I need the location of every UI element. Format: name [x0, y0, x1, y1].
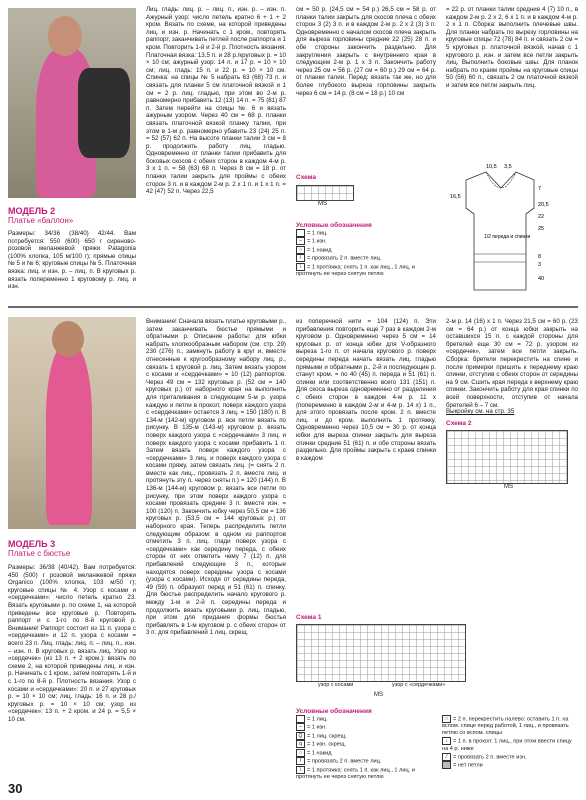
svg-text:25: 25	[538, 226, 545, 232]
twisted-knit-symbol-icon: Q	[296, 732, 305, 740]
yarn-over-symbol-icon: ○	[296, 246, 305, 254]
model3-schema2	[446, 420, 568, 490]
schema2-grid	[446, 430, 568, 484]
legend-title: Условные обозначения	[296, 708, 372, 715]
pattern-reference-link[interactable]: Выкройку см. на стр. 35	[446, 408, 515, 415]
schema-ms-label: MS	[318, 201, 327, 207]
model2-text-col1: Размеры: 34/36 (38/40) 42/44. Вам потребуется: 550 (600) 650 г сиреново-розовой меланжевой пряжи Patagonia (100% хлопка, 105 м/100 г); прямые спицы № 5 и № 6; круговые спицы № 5. Платочная вязка: лиц. и изн. р. – лиц. п. В круговых р. вязать попеременно 1 круговому р. лиц. и изн.	[8, 230, 136, 291]
legend-item: = 1 п. в прокол: 1 лиц., при этом ввести спицу на 4 р. ниже	[442, 738, 572, 752]
model3-text-col2: Внимание! Сначала вязать платье круговыми р., затем заканчивать бюстье прямыми и обратными р. Описание работы: для юбки набрать хлопкообразным набором (см. стр. 29) 230 (276) п., замкнуть работу в круг и, вместе отнесенные к кругообразному набору лиц. р., связать 1 круговой р. лиц. Затем вязать узором с косами и «сердечками» = 10 (12) раппортов. Через 49 см = 132 круговых р. (52 см = 140 круговых р.) от наборного края на выполнить для приталивания в следующем 5-м р. узора каждую и петли в прокол; поверх каждого узора с «сердечками» остается 3 лиц. = 150 (180) п. В 134-м (142-м) круговом р. все петли вязать по рисунку. В 135-м (143-м) круговом р. вязать поверх каждого узора с «сердечками» 3 лиц. и поверх каждого узора с косами прибавить 1 п. Затем вязать поверх каждого узора с «сердечками» 3 лиц. и поверх каждого узора с косами пряжу, затем связать лиц. (= снять 2 п. вместе как лиц., провязать 2 п. вместе лиц. и протянуть эту п. через сняты п.) = 120 (144) п. В 136-м (144-м) круговом р. вязать все петли по рисунку, при этом поверх каждого узора с косами провязать средние 3 п. вместе изн. = 100 (120) п. Закончить юбку через 50,5 см = 136 круговых р. (53,5 см = 144 круговых р.) от наборного края. Теперь распределить петли следующим образом: в одном из раппортов отметить 3 п. лиц. глади поверх узора с «сердечками» как середину переда, с обеих сторон от них отметить чему 7 (12) п. для прибавлений следующие 3 п., которые находятся поверх середины узора с косами (узора с косами). Исходя от середины переда, 49 (59) п. образуют перед и 51 (61) п. спинку. Для бюстье распределить начало кругового р. между 1-м и 2-й п. середины переда и продолжить вязать круговыми р. лиц. гладью, при этом для придания формы бюстья прибавлять в 1-м круговом р. с обеих сторон от 3 п. для прибавлений 1 лиц. скрещ.	[146, 318, 286, 637]
legend-item: = 1 протяжка: снять 1 п. как лиц., 1 лиц. и протянуть ее через снятую петлю	[296, 767, 415, 781]
schema1-label-hearts: узор с «сердечками»	[392, 682, 446, 688]
legend-item: = 1 изн.	[307, 724, 327, 731]
model3-subtitle: Платье с бюстье	[8, 549, 71, 558]
cross-left-symbol-icon: ⤫	[442, 715, 451, 723]
model2-text-col4: = 22 р. от планки талии средние 4 (7) 10 п., в каждом 2-м р. 2 x 2, 6 x 1 п. и в каждом 4-м р. 2 x 1 п. Сборка: выполнить плечевые швы. Для планки набрать по вырезу горловины на круговые спицы 72 (78) 84 п. и связать 2 см = 5 круговых р. платочной вязкой, начав с 1 кругового р. изн. и затем все петли закрыть лиц. Выполнить боковые швы. Для планок набрать по краям проймы на круговые спицы 50 (56) 60 п., связать 2 см платочной вязкой и затем все петли закрыть лиц.	[446, 6, 578, 89]
svg-text:3: 3	[538, 262, 542, 268]
model3-legend	[296, 708, 578, 781]
schema2-title: Схема 2	[446, 420, 472, 427]
legend-item: = провязать 2 п. вместе лиц.	[307, 758, 382, 765]
jacket-shape	[78, 68, 130, 158]
schema1-label-cables: узор с косами	[318, 682, 354, 688]
twisted-purl-symbol-icon: q	[296, 740, 305, 748]
schema1-ms-label: MS	[374, 692, 383, 698]
model2-text-col2: Лиц. гладь: лиц. р. – лиц. п., изн. р. – изн. п. Ажурный узор: число петель кратно 6 + 1 + 2 кром. Вязать по схеме, на которой приведены лиц. и изн. р. Начинать с 1 кром., повторять раппорт, заканчивать петлей после раппорта и 1 кром. Повторить 1-й и 2-й р. Плотность вязания. Платочная вязка: 13,5 п. и 28 р./круговых р. = 10 × 10 см; ажурный узор: 14 п. и 17 р. = 10 × 10 см; лиц. гладь: 15 п. и 22 р. = 10 × 10 см. Спинка: на спицы № 5 набрать 63 (68) 73 п. и связать для планки 5 см платочной вязкой и 1 см = 2 р. лиц. гладью, при этом во 2-м р. равномерно прибавить 12 (13) 14 п. = 75 (81) 87 п. Затем перейти на спицы № 6 и вязать ажурным узором. Через 40 см = 68 р. планки связать платочной вязкой планку талии, при этом в 1-м р. равномерно убавить 23 (24) 25 п. = 52 (57) 62 п. На высоте планки талии 3 см = 8 р. продолжить работу лиц. гладью. Одновременно от планки талии прибавить для боковых скосов с обеих сторон в каждом 4-м р. 3 x 1 п. = 58 (63) 68 п. Через 8 см = 18 р. от планки талии закрыть для проймы с обеих сторон 3 п. и в каждом 2-м р. 2 x 1 п. и 1 x 1 п. = 42 (47) 52 п. Через 22,5	[146, 6, 286, 196]
legend-item: = 1 накид	[307, 247, 332, 254]
svg-text:7: 7	[538, 186, 542, 192]
model3-text-col3: из поперечной нити = 104 (124) п. Эти прибавления повторить еще 7 раз в каждом 2-м круговом р. Одновременно через 5 см = 14 круговых р. от конца юбки для V-образного выреза 1-го п. от начала кругового р. поверх середины переда начать вязать лиц. гладью прямыми и обратными р., 2-й и последующие р. станут кром. = по 40 (45) п. переда и 51 (61) п. спинки или соответственно всего 131 (151) п. Для скоса выреза одновременно от разделения с обеих сторон в каждом 4-м р. 11 x (попеременно в каждом 2-м и 4-м р. 14 x) 1 п., для этого провязать после кром. 2 п. вместе лиц. и до кром. выполнить 1 протяжку. Одновременно через 10,5 см = 30 р. от конца юбки для выреза спинки закрыть для выреза спинки средние 51 (61) п. и обе стороны вязать раздельно. Для проймы закрыть с краев спинки в каждом	[296, 318, 436, 462]
ssk-symbol-icon: \	[296, 263, 305, 271]
model3-schema1	[296, 614, 466, 698]
svg-text:20,5: 20,5	[538, 202, 549, 208]
k2tog-symbol-icon: /	[296, 757, 305, 765]
model2-photo	[8, 8, 136, 198]
svg-text:3,5: 3,5	[504, 164, 512, 170]
model3-photo	[8, 317, 136, 529]
legend-item: = 1 лиц.	[307, 716, 328, 723]
knit-symbol-icon	[296, 715, 305, 723]
svg-text:40: 40	[538, 276, 545, 282]
section-divider	[8, 306, 578, 308]
page-number: 30	[8, 781, 23, 796]
legend-item: = 1 лиц. скрещ.	[307, 733, 347, 740]
ssk-symbol-icon: \	[296, 766, 305, 774]
legend-item: = 1 протяжка: снять 1 п. как лиц., 1 лиц. и протянуть ее через снятую петлю	[296, 264, 415, 278]
knit-symbol-icon	[296, 229, 305, 237]
model2-subtitle: Платье «баллон»	[8, 216, 74, 225]
model2-text-col3: см = 50 р. (24,5 см = 54 р.) 26,5 см = 58 р. от планки талии закрыть для скосов плеча с обеих сторон 3 (2) 3 п. и в каждом 2-м р. 2 x 2 (3) 3 п. Одновременно с началом скосов плеча закрыть для выреза горловины средние 22 (25) 28 п. и обе стороны закончить раздельно. Для закругления закрыть с внутреннего края в следующем 2-м р. 1 x 3 п. Закончить работу через 25 см = 56 р. (27 см = 60 р.) 29 см = 64 р. от планки талии. Перед: вязать так же, но для более глубокого выреза горловины закрыть через 6 см = 14 р. (8 см = 18 р.) 10 см	[296, 6, 436, 97]
head-shape	[52, 321, 84, 357]
model3-text-col4: 2-м р. 14 (16) x 1 п. Через 21,5 см = 60 р. (23 см = 64 р.) от конца юбки закрыть на оставшихся 15 п. с каждой стороны для бретелей еще 30 см = 72 р. узором из «сердечек», затем все петли закрыть. Сборка: бретели перекрестить на спине и после примерки пришить к переднему краю спинки, отступив с обеих сторон от середины на 9 см. Сшить края переда к верхнему краю спинки. Закончить работу для края спинки по всей поверхности, отступив от начала бретелей 6 – 7 см.	[446, 318, 578, 409]
legend-item: = провязать 2 п. вместе изн.	[453, 754, 527, 761]
yarn-over-symbol-icon: ○	[296, 749, 305, 757]
schema-title: Схема	[296, 174, 317, 181]
k2tog-symbol-icon: /	[296, 254, 305, 262]
model3-text-col1: Размеры: 36/38 (40/42). Вам потребуется: 450 (500) г розовой меланжевой пряжи Organico (100% хлопка, 103 м/50 г); круговые спицы № 4. Узор с косами и «сердечками»: число петель кратно 23. Вязать круговыми р. по схеме 1, на которой приведены все круговые р. Повторять раппорт и с 1-го по 8-й круговой р. Внимание! Раппорт состоит из 11 п. узора с «сердечками» и 12 п. узора с косами = всего 23 п. Лиц. гладь: лиц. п. – лиц. п., изн. – изн. п. В круговых р. вязать лиц. Узор из «сердечек» (из 13 п. + 2 кром.): вязать по схеме 2, на которой приведены лиц. и изн. р. Начинать с 1 кром., затем повторять 1-й и с 1-го по 8-й р. Плотность вязания. Узор с косами и «сердечками»: 20 п. и 27 круговых р. = 10 × 10 см; лиц. гладь: 16 п. и 28 р./круговых р. = 10 × 10 см; узор из «сердечек»: 13 п. + 2 кром. и 24 р. = 5,5 × 10 см.	[8, 564, 136, 723]
legend-item: = 1 изн. скрещ.	[307, 741, 346, 748]
p2tog-symbol-icon: ⁄	[442, 753, 451, 761]
dress-shape	[46, 345, 92, 525]
schema-grid	[296, 185, 354, 201]
head-shape	[48, 16, 82, 56]
schema2-ms-label: MS	[504, 484, 513, 490]
legend-item: = 1 изн.	[307, 238, 327, 245]
legend-item: = 2 п. перекрестить налево: оставить 1 п. на вспом. спице перед работой, 1 лиц., и провязать петлю со вспом. спицы	[442, 716, 569, 737]
legend-item: = 1 накид	[307, 750, 332, 757]
model3-title: МОДЕЛЬ 3	[8, 539, 56, 549]
svg-text:10,5: 10,5	[486, 164, 497, 170]
svg-text:8: 8	[538, 254, 542, 260]
schema1-title: Схема 1	[296, 614, 322, 621]
legend-title: Условные обозначения	[296, 222, 372, 229]
svg-text:1/2 переда и спинки: 1/2 переда и спинки	[484, 234, 531, 240]
model2-pattern-diagram	[446, 158, 578, 302]
knit-below-symbol-icon: ↓	[442, 737, 451, 745]
model2-schema	[296, 174, 354, 207]
model2-legend	[296, 222, 436, 278]
no-stitch-symbol-icon	[442, 761, 451, 769]
svg-text:16,5: 16,5	[450, 194, 461, 200]
schema1-grid	[296, 624, 466, 682]
purl-symbol-icon: –	[296, 723, 305, 731]
legend-item: = нет петли	[453, 762, 483, 769]
purl-symbol-icon: –	[296, 237, 305, 245]
svg-text:22: 22	[538, 214, 545, 220]
model2-title: МОДЕЛЬ 2	[8, 206, 56, 216]
legend-item: = провязать 2 п. вместе лиц.	[307, 255, 382, 262]
legend-item: = 1 лиц.	[307, 230, 328, 237]
